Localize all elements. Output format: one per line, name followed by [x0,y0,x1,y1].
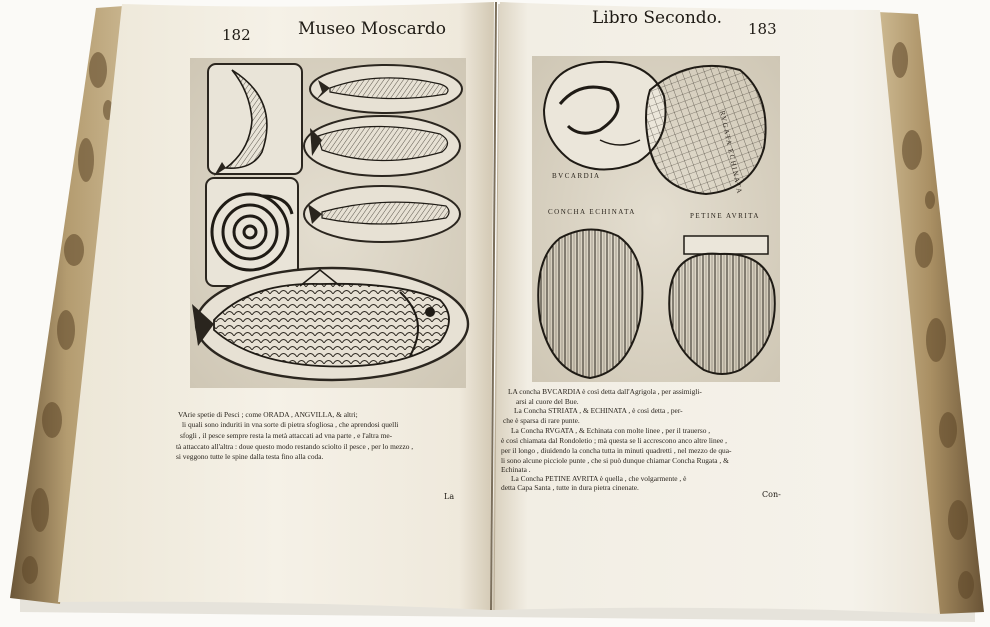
text-line: La Concha PETINE AVRITA è quella , che volgarmente , è [511,474,687,483]
text-line: VArie spetie di Pesci ; come ORADA , ANGVILLA, & altri; [178,410,358,419]
right-running-head: Libro Secondo. [592,8,723,28]
text-line: sfogli , il pesce sempre resta la metà attaccati ad vna parte , e l'altra me- [180,431,393,440]
text-line: Echinata . [501,465,531,474]
text-line: La Concha STRIATA , & ECHINATA , è così detta , per- [514,406,683,415]
text-line: che è sparsa di rare punte. [503,416,580,425]
text-line: è così chiamata dal Rondoletio ; mà questa se li accrescono anco altre linee , [501,436,727,445]
left-running-head: Museo Moscardo [298,19,447,39]
right-catchword: Con- [762,490,781,499]
text-line: La Concha RVGATA , & Echinata con molte linee , per il trauerso , [511,426,711,435]
text-line: LA concha BVCARDIA è così detta dall'Agrigola , per assimigli- [508,387,702,396]
caption-rugata: RVGATA ECHINATA [718,110,744,196]
left-catchword: La [444,492,455,501]
text-line: li quali sono induriti in vna sorte di pietra sfogliosa , che aprendosi quelli [182,420,399,429]
text-line: per il longo , diuidendo la concha tutta in minuti quadretti , nel mezzo de qua- [501,446,732,455]
text-line: detta Capa Santa , tutte in dura pietra cinenate. [501,483,639,492]
caption-petine-aurita: PETINE AVRITA [690,212,760,220]
caption-concha-echinata: CONCHA ECHINATA [548,208,636,216]
text-line: li sono alcune picciole punte , che si può dunque chiamar Concha Rugata , & [501,456,729,465]
text-line: si veggono tutte le spine dalla testa fino alla coda. [176,452,324,461]
caption-bucardia: BVCARDIA [552,172,601,180]
left-page-number: 182 [222,26,251,44]
fish-fossils-plate [190,58,468,388]
right-page-number: 183 [748,20,777,38]
text-line: arsi al cuore del Bue. [516,397,579,406]
text-line: tà attaccato all'altra : doue questo modo restando sciolto il pesce , per lo mezzo , [176,442,414,451]
